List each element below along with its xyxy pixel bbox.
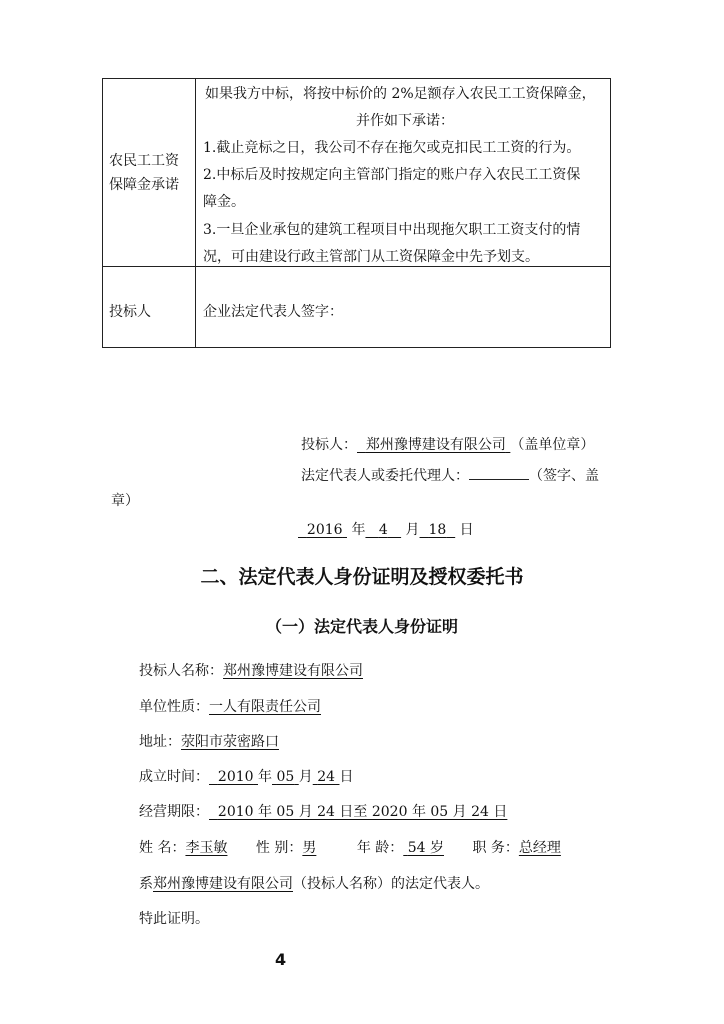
person-age: 54 岁 <box>407 840 444 856</box>
term-value: 2010 年 05 月 24 日至 2020 年 05 月 24 日 <box>217 804 508 820</box>
nature-line: 单位性质：一人有限责任公司 <box>139 699 321 715</box>
bidder-signature-line <box>301 434 594 454</box>
rep-signature-blank <box>469 465 529 480</box>
commit-line: 并作如下承诺： <box>356 113 454 129</box>
bidder-company: 郑州豫博建设有限公司 <box>365 437 506 453</box>
date-month: 4 <box>378 522 388 538</box>
person-position: 总经理 <box>518 840 561 856</box>
rep-signature-line <box>301 465 599 485</box>
commit-line: 2.中标后及时按规定向主管部门指定的账户存入农民工工资保 <box>203 167 581 183</box>
commit-line: 1.截止竞标之日，我公司不存在拖欠或克扣民工工资的行为。 <box>203 140 581 156</box>
address-value: 荥阳市荥密路口 <box>181 734 279 750</box>
section-title: 二、法定代表人身份证明及授权委托书 <box>200 566 524 588</box>
commitment-table <box>102 78 611 348</box>
person-gender: 男 <box>302 840 317 856</box>
commit-line: 况，可由建设行政主管部门从工资保障金中先予划支。 <box>203 249 539 265</box>
rep-label: 法定代表人或委托代理人： <box>301 468 469 484</box>
section-subtitle: （一）法定代表人身份证明 <box>265 617 458 636</box>
wage-guarantee-label-line1: 农民工工资 <box>109 153 179 169</box>
person-name: 李玉敏 <box>185 840 228 856</box>
legal-rep-signature-field: 企业法定代表人签字： <box>203 304 343 320</box>
date-day-unit: 日 <box>459 522 474 538</box>
founded-day: 24 <box>317 769 336 785</box>
table-column-divider <box>195 79 196 347</box>
nature-value: 一人有限责任公司 <box>209 699 321 715</box>
term-line: 经营期限： 2010 年 05 月 24 日至 2020 年 05 月 24 日 <box>139 804 508 820</box>
bidder-seal-note: （盖单位章） <box>510 437 595 453</box>
date-year: 2016 <box>306 522 343 538</box>
bidder-row-label: 投标人 <box>109 304 151 320</box>
founded-year: 2010 <box>217 769 254 785</box>
commit-line: 如果我方中标，将按中标价的 2%足额存入农民工工资保障金， <box>205 86 596 102</box>
date-month-unit: 月 <box>405 522 420 538</box>
bidder-name-value: 郑州豫博建设有限公司 <box>223 663 363 679</box>
founded-line: 成立时间： 2010 年 05 月 24 日 <box>139 769 354 785</box>
wage-guarantee-label <box>109 149 191 197</box>
statement-line: 系郑州豫博建设有限公司（投标人名称）的法定代表人。 <box>139 876 489 892</box>
rep-sign-note: （签字、盖 <box>529 468 599 484</box>
bidder-label: 投标人： <box>301 437 357 453</box>
bidder-name-line: 投标人名称：郑州豫博建设有限公司 <box>139 663 363 679</box>
certify-line: 特此证明。 <box>139 911 209 927</box>
address-line: 地址：荥阳市荥密路口 <box>139 734 279 750</box>
wage-guarantee-label-line2: 保障金承诺 <box>109 177 179 193</box>
commit-line: 障金。 <box>203 194 245 210</box>
founded-month: 05 <box>276 769 295 785</box>
signature-date <box>298 519 474 539</box>
date-year-unit: 年 <box>351 522 366 538</box>
rep-sign-note-wrap: 章） <box>111 493 139 509</box>
date-day: 18 <box>428 522 447 538</box>
commit-line: 3.一旦企业承包的建筑工程项目中出现拖欠职工工资支付的情 <box>203 222 581 238</box>
person-info-line: 姓 名：李玉敏 性 别：男 年 龄： 54 岁 职 务：总经理 <box>139 840 561 856</box>
statement-company: 郑州豫博建设有限公司 <box>153 876 293 892</box>
page-number: 4 <box>275 950 287 969</box>
